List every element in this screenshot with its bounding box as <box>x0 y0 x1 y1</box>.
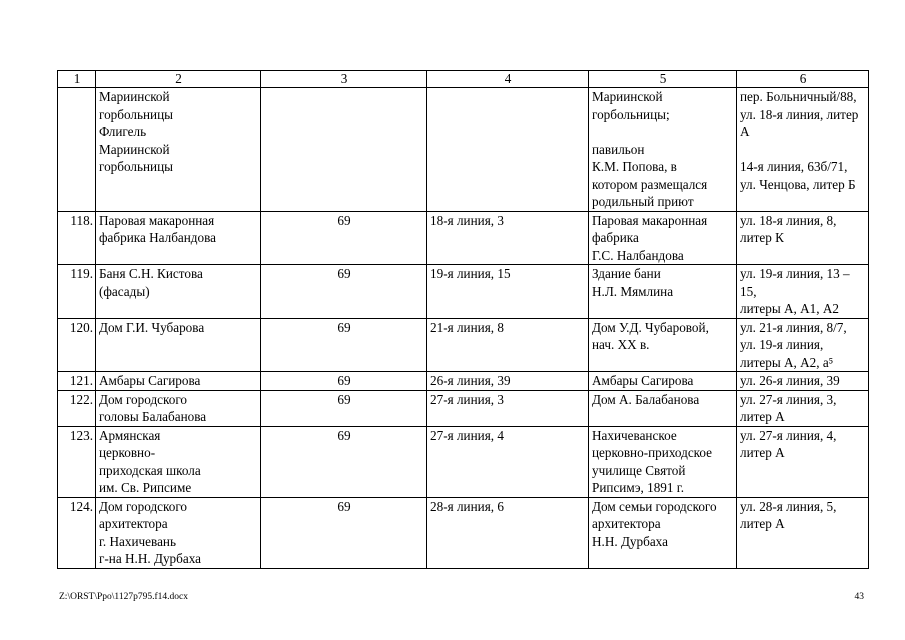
cell-historic-name: Паровая макаронная фабрика Г.С. Налбандова <box>589 211 737 265</box>
cell-address: 27-я линия, 4 <box>427 426 589 497</box>
cell-current-address: ул. 18-я линия, 8, литер К <box>737 211 869 265</box>
cell-number: 119. <box>58 265 96 319</box>
cell-code <box>261 88 427 212</box>
table-body <box>58 88 869 569</box>
cell-object-name: Дом городского головы Балабанова <box>96 390 261 426</box>
cell-code: 69 <box>261 372 427 391</box>
cell-current-address: ул. 28-я линия, 5, литер А <box>737 497 869 568</box>
cell-object-name: Мариинской горбольницы Флигель Мариинской горбольницы <box>96 88 261 212</box>
cell-number <box>58 88 96 212</box>
cell-number: 124. <box>58 497 96 568</box>
cell-code: 69 <box>261 265 427 319</box>
cell-address: 21-я линия, 8 <box>427 318 589 372</box>
table-row <box>58 318 869 372</box>
cell-current-address: ул. 21-я линия, 8/7, ул. 19-я линия, литеры А, А2, а⁵ <box>737 318 869 372</box>
table-row <box>58 497 869 568</box>
cell-code: 69 <box>261 390 427 426</box>
header-row <box>58 71 869 88</box>
cell-historic-name: Амбары Сагирова <box>589 372 737 391</box>
cell-current-address: ул. 27-я линия, 3, литер А <box>737 390 869 426</box>
table-row <box>58 426 869 497</box>
page-number: 43 <box>854 592 864 602</box>
header-col-3: 3 <box>261 71 427 88</box>
cell-historic-name: Дом А. Балабанова <box>589 390 737 426</box>
cell-address <box>427 88 589 212</box>
cell-historic-name: Здание бани Н.Л. Мямлина <box>589 265 737 319</box>
cell-historic-name: Дом У.Д. Чубаровой, нач. XX в. <box>589 318 737 372</box>
header-col-2: 2 <box>96 71 261 88</box>
cell-current-address: ул. 27-я линия, 4, литер А <box>737 426 869 497</box>
cell-number: 122. <box>58 390 96 426</box>
header-col-1: 1 <box>58 71 96 88</box>
footer-file-path: Z:\ORST\Ppo\1127p795.f14.docx <box>59 592 188 602</box>
header-col-5: 5 <box>589 71 737 88</box>
table-row <box>58 265 869 319</box>
cell-object-name: Дом городского архитектора г. Нахичевань г-на Н.Н. Дурбаха <box>96 497 261 568</box>
cell-object-name: Дом Г.И. Чубарова <box>96 318 261 372</box>
cell-code: 69 <box>261 211 427 265</box>
cell-object-name: Паровая макаронная фабрика Налбандова <box>96 211 261 265</box>
table-row <box>58 372 869 391</box>
cell-number: 120. <box>58 318 96 372</box>
cell-address: 27-я линия, 3 <box>427 390 589 426</box>
cell-code: 69 <box>261 497 427 568</box>
cell-historic-name: Мариинской горбольницы; павильон К.М. Попова, в котором размещался родильный приют <box>589 88 737 212</box>
cell-object-name: Армянская церковно- приходская школа им. Св. Рипсиме <box>96 426 261 497</box>
cell-address: 26-я линия, 39 <box>427 372 589 391</box>
cell-code: 69 <box>261 318 427 372</box>
cell-code: 69 <box>261 426 427 497</box>
cell-historic-name: Нахичеванское церковно-приходское училище Святой Рипсимэ, 1891 г. <box>589 426 737 497</box>
cell-number: 118. <box>58 211 96 265</box>
cell-object-name: Баня С.Н. Кистова (фасады) <box>96 265 261 319</box>
header-col-6: 6 <box>737 71 869 88</box>
cell-address: 28-я линия, 6 <box>427 497 589 568</box>
cell-current-address: ул. 26-я линия, 39 <box>737 372 869 391</box>
cell-address: 18-я линия, 3 <box>427 211 589 265</box>
cell-object-name: Амбары Сагирова <box>96 372 261 391</box>
table-row <box>58 211 869 265</box>
cell-historic-name: Дом семьи городского архитектора Н.Н. Дурбаха <box>589 497 737 568</box>
cell-current-address: ул. 19-я линия, 13 – 15, литеры А, А1, А2 <box>737 265 869 319</box>
table-row <box>58 390 869 426</box>
table-row <box>58 88 869 212</box>
cell-address: 19-я линия, 15 <box>427 265 589 319</box>
cell-number: 121. <box>58 372 96 391</box>
heritage-table <box>57 70 869 569</box>
cell-current-address: пер. Больничный/88, ул. 18-я линия, литер А 14-я линия, 63б/71, ул. Ченцова, литер Б <box>737 88 869 212</box>
cell-number: 123. <box>58 426 96 497</box>
header-col-4: 4 <box>427 71 589 88</box>
